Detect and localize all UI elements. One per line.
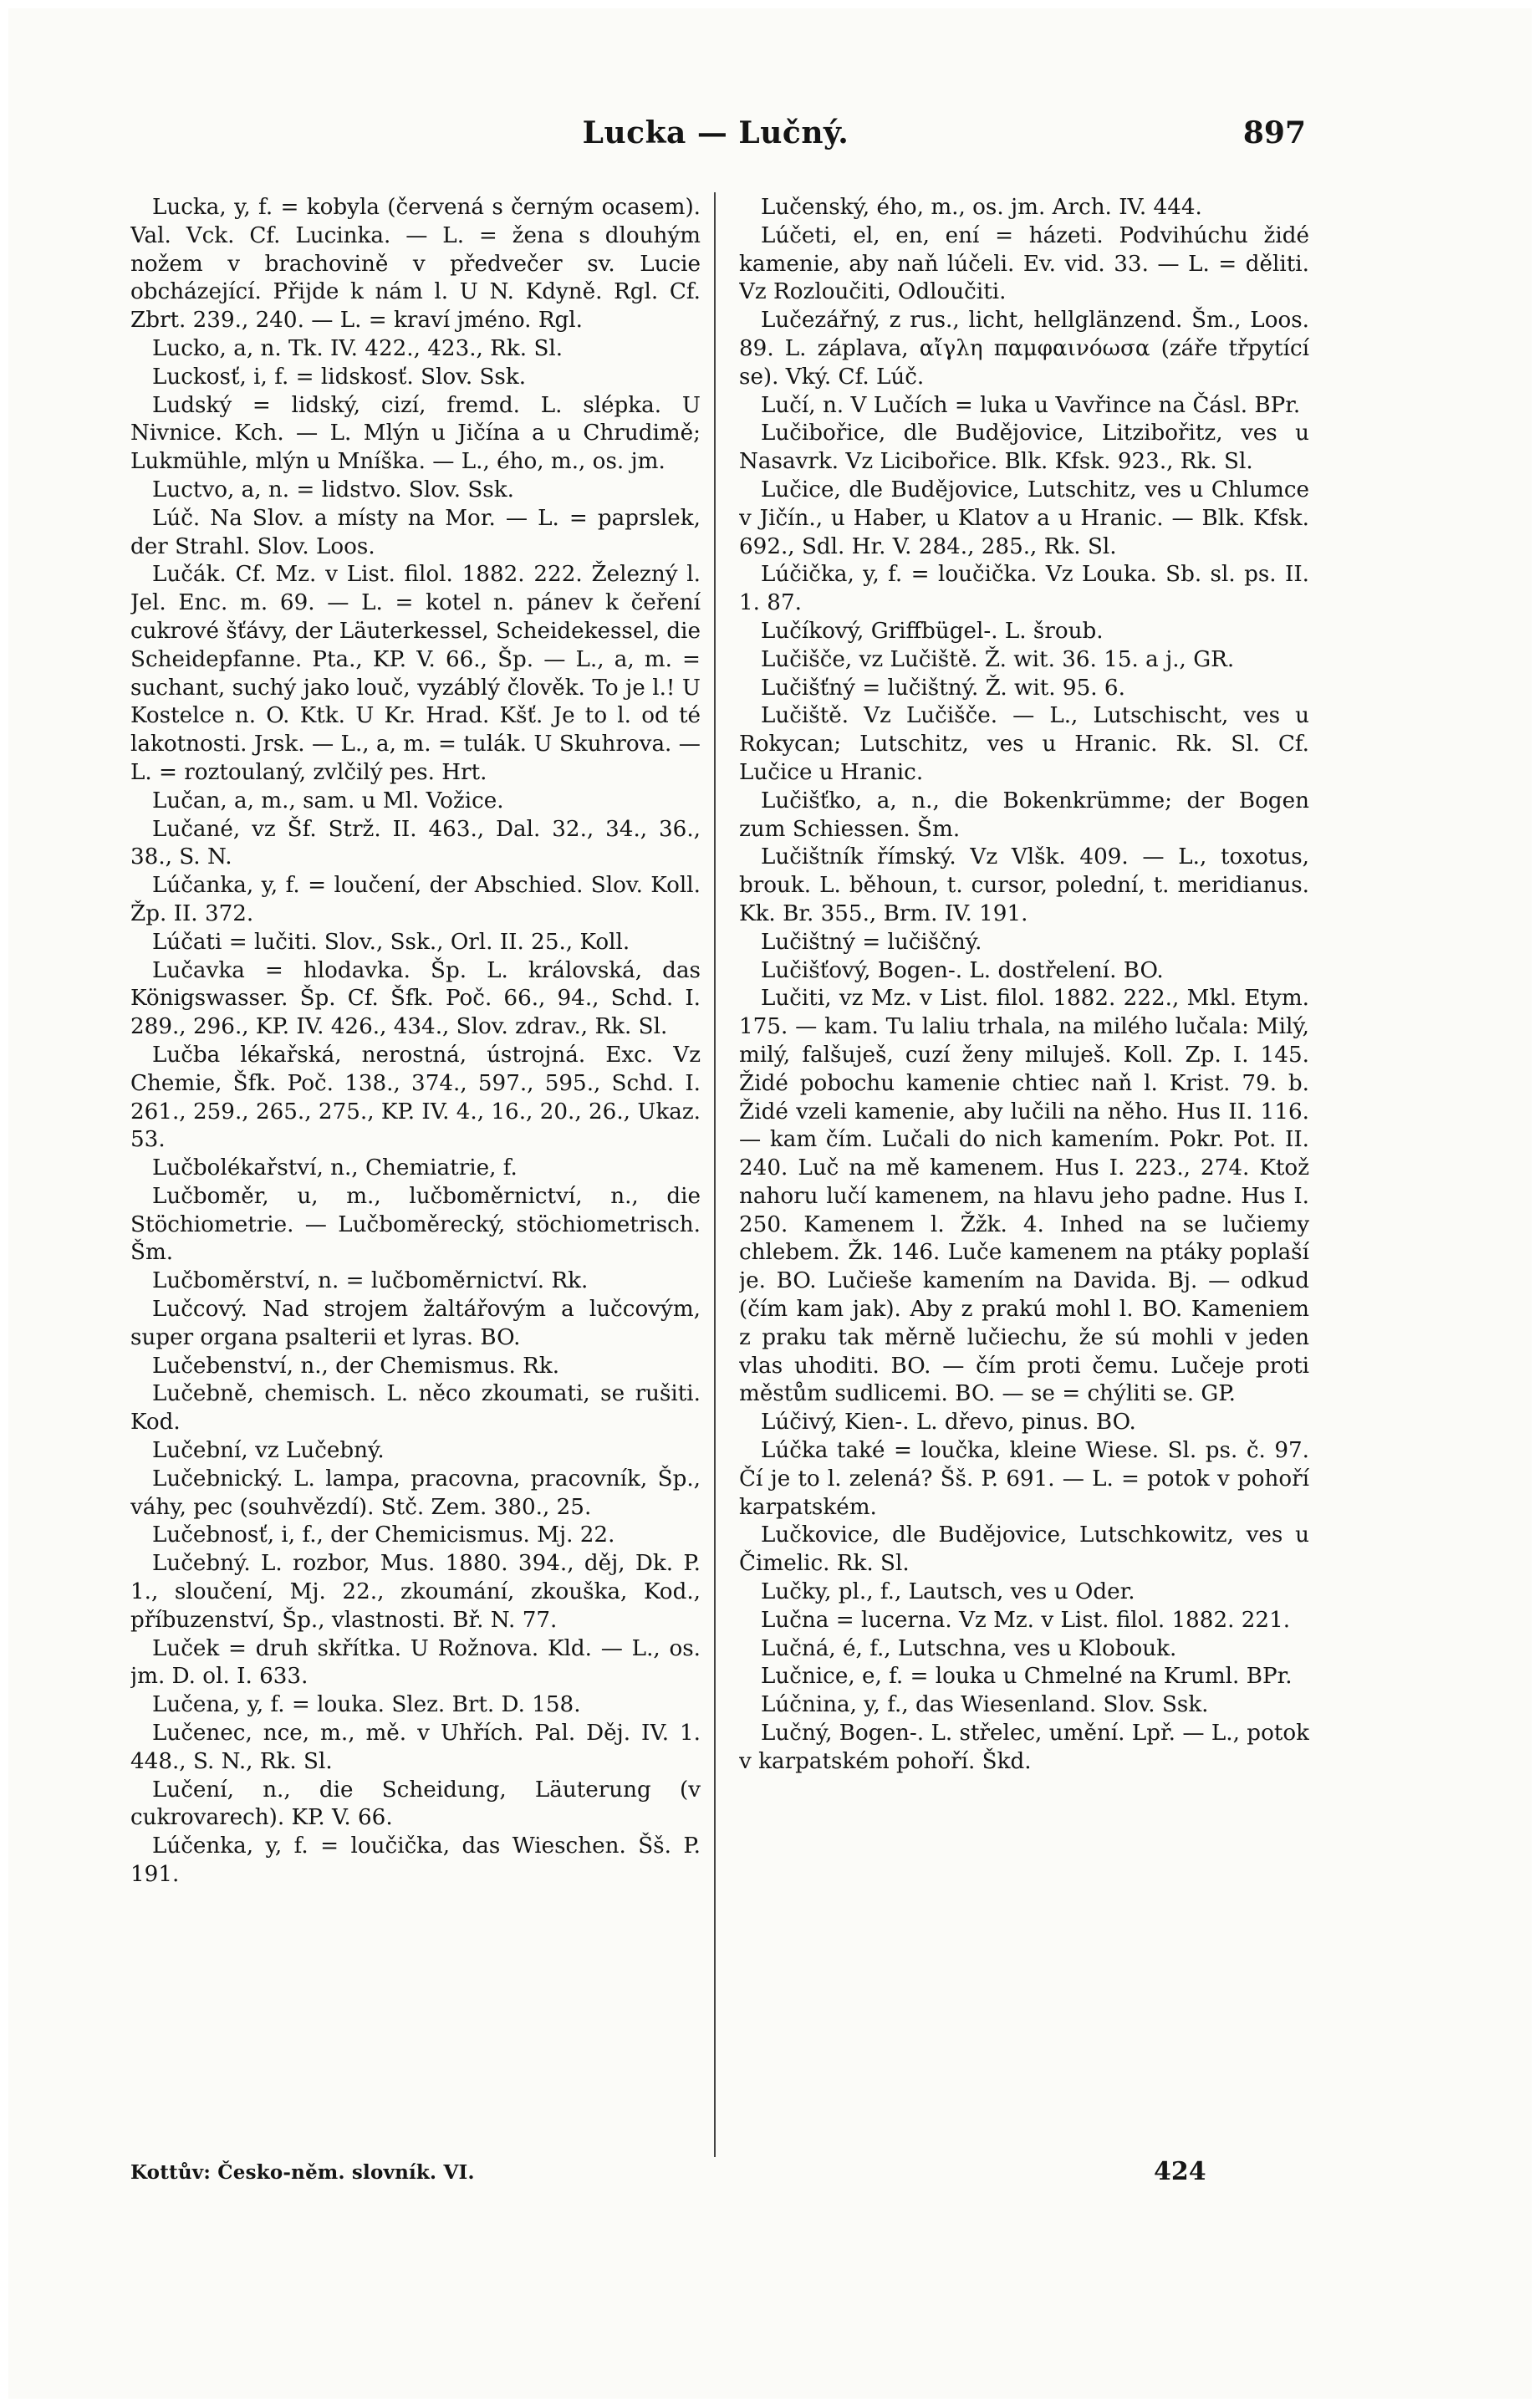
dictionary-entry: Lučboměrství, n. = lučboměrnictví. Rk.: [152, 1268, 589, 1294]
dictionary-entry: Lučení, n., die Scheidung, Läuterung (v cukrovarech). KP. V. 66.: [130, 1777, 701, 1831]
page-number: 897: [1242, 115, 1306, 150]
dictionary-entry: Lučiště. Vz Lučišče. — L., Lutschischt, ves u Rokycan; Lutschitz, ves u Hranic. Rk. Sl. Cf. Lučice u Hranic.: [739, 703, 1309, 785]
signature-mark: 424: [1154, 2157, 1206, 2186]
dictionary-entry: Lučenský, ého, m., os. jm. Arch. IV. 444.: [761, 195, 1202, 220]
dictionary-entry: Lučnice, e, f. = louka u Chmelné na Kruml. BPr.: [761, 1664, 1293, 1690]
dictionary-entry: Lučba lékařská, nerostná, ústrojná. Exc. Vz Chemie, Šfk. Poč. 138., 374., 597., 595., Schd. I. 261., 259., 265., 275., KP. IV. 4., 16., 20., 26., Ukaz. 53.: [130, 1042, 701, 1153]
dictionary-entry: Lučky, pl., f., Lautsch, ves u Oder.: [761, 1579, 1135, 1605]
dictionary-entry: Lúčička, y, f. = loučička. Vz Louka. Sb. sl. ps. II. 1. 87.: [739, 562, 1309, 616]
dictionary-entry: Luctvo, a, n. = lidstvo. Slov. Ssk.: [152, 477, 514, 502]
dictionary-entry: Lučný, Bogen-. L. střelec, umění. Lpř. — L., potok v karpatském pohoří. Škd.: [739, 1721, 1309, 1774]
dictionary-entry: Lučezářný, z rus., licht, hellglänzend. Šm., Loos. 89. L. záplava, αἴγλη παμφαινόωσα (záře třpytící se). Vký. Cf. Lúč.: [739, 308, 1309, 390]
dictionary-entry: Luček = druh skřítka. U Rožnova. Kld. — L., os. jm. D. ol. I. 633.: [130, 1635, 701, 1690]
dictionary-entry: Lučák. Cf. Mz. v List. filol. 1882. 222. Železný l. Jel. Enc. m. 69. — L. = kotel n. pánev k čeření cukrové šťávy, der Läuterkessel, Scheidekessel, die Scheidepfanne. Pta., KP. V. 66., Šp. — L., a, m. = suchant, suchý jako louč, vyzáblý člověk. To je l.! U Kostelce n. O. Ktk. U Kr. Hrad. Kšť. Je to l. od té lakotnosti. Jrsk. — L., a, m. = tulák. U Skuhrova. — L. = roztoulaný, zvlčilý pes. Hrt.: [130, 562, 701, 785]
dictionary-entry: Lučkovice, dle Budějovice, Lutschkowitz, ves u Čimelic. Rk. Sl.: [739, 1522, 1309, 1577]
dictionary-entry: Lučibořice, dle Budějovice, Litzibořitz, ves u Nasavrk. Vz Licibořice. Blk. Kfsk. 923., Rk. Sl.: [739, 421, 1309, 475]
dictionary-entry: Lučbolékařství, n., Chemiatrie, f.: [152, 1155, 518, 1181]
imprint-line: Kottův: Česko-něm. slovník. VI.: [130, 2161, 475, 2184]
dictionary-entry: Lučebně, chemisch. L. něco zkoumati, se rušiti. Kod.: [130, 1381, 701, 1436]
dictionary-entry: Lúčivý, Kien-. L. dřevo, pinus. BO.: [761, 1410, 1136, 1436]
dictionary-entry: Lúčenka, y, f. = loučička, das Wieschen. Šš. P. 191.: [130, 1833, 701, 1888]
dictionary-entry: Lučané, vz Šf. Strž. II. 463., Dal. 32., 34., 36., 38., S. N.: [130, 816, 701, 870]
dictionary-entry: Lučna = lucerna. Vz Mz. v List. filol. 1882. 221.: [761, 1607, 1291, 1633]
dictionary-entry: Lučice, dle Budějovice, Lutschitz, ves u Chlumce v Jičín., u Haber, u Klatov a u Hranic. — Blk. Kfsk. 692., Sdl. Hr. V. 284., 285., Rk. Sl.: [739, 477, 1309, 559]
dictionary-entry: Lučební, vz Lučebný.: [152, 1438, 385, 1464]
left-column: [130, 194, 701, 2150]
dictionary-entry: Lučena, y, f. = louka. Slez. Brt. D. 158.: [152, 1692, 581, 1718]
dictionary-entry: Lučí, n. V Lučích = luka u Vavřince na Čásl. BPr.: [761, 392, 1301, 418]
dictionary-entry: Lučavka = hlodavka. Šp. L. královská, das Königswasser. Šp. Cf. Šfk. Poč. 66., 94., Schd. I. 289., 296., KP. IV. 426., 434., Slov. zdrav., Rk. Sl.: [130, 957, 701, 1040]
dictionary-entry: Lučan, a, m., sam. u Ml. Vožice.: [152, 788, 504, 813]
dictionary-entry: Lúč. Na Slov. a místy na Mor. — L. = paprslek, der Strahl. Slov. Loos.: [130, 505, 701, 559]
dictionary-entry: Luckosť, i, f. = lidskosť. Slov. Ssk.: [152, 364, 527, 390]
dictionary-entry: Lučcový. Nad strojem žaltářovým a lučcovým, super organa psalterii et lyras. BO.: [130, 1297, 701, 1350]
dictionary-entry: Lučíkový, Griffbügel-. L. šroub.: [761, 618, 1104, 644]
dictionary-entry: Lučenec, nce, m., mě. v Uhřích. Pal. Děj. IV. 1. 448., S. N., Rk. Sl.: [130, 1721, 701, 1774]
dictionary-entry: Lučebnosť, i, f., der Chemicismus. Mj. 22.: [152, 1522, 615, 1548]
dictionary-entry: Lúčanka, y, f. = loučení, der Abschied. Slov. Koll. Žp. II. 372.: [130, 873, 701, 926]
dictionary-entry: Lučišťný = lučištný. Ž. wit. 95. 6.: [761, 675, 1125, 701]
dictionary-entry: Lučebnický. L. lampa, pracovna, pracovník, Šp., váhy, pec (souhvězdí). Stč. Zem. 380., 25.: [130, 1466, 701, 1520]
dictionary-entry: Lučišťko, a, n., die Bokenkrümme; der Bogen zum Schiessen. Šm.: [739, 788, 1309, 842]
dictionary-entry: Lučná, é, f., Lutschna, ves u Klobouk.: [761, 1635, 1177, 1661]
dictionary-entry: Lučiti, vz Mz. v List. filol. 1882. 222., Mkl. Etym. 175. — kam. Tu laliu trhala, na milého lučala: Milý, milý, falšuješ, cuzí ženy miluješ. Koll. Zp. I. 145. Židé pobochu kamenie chtiec naň l. Krist. 79. b. Židé vzeli kamenie, aby lučili na něho. Hus II. 116. — kam čím. Lučali do nich kamením. Pokr. Pot. II. 240. Luč na mě kamenem. Hus I. 223., 274. Ktož nahoru lučí kamenem, na hlavu jeho padne. Hus I. 250. Kamenem l. Žžk. 4. Inhed na se lučiemy chlebem. Žk. 146. Luče kamenem na ptáky poplaší je. BO. Lučieše kamením na Davida. Bj. — odkud (čím kam jak). Aby z prakú mohl l. BO. Kameniem z praku tak měrně lučiechu, že sú mohli v jeden vlas uhoditi. BO. — čím proti čemu. Lučeje proti městům sudlicemi. BO. — se = chýliti se. GP.: [739, 986, 1309, 1407]
dictionary-entry: Ludský = lidský, cizí, fremd. L. slépka. U Nivnice. Kch. — L. Mlýn u Jičína a u Chrudimě; Lukmühle, mlýn u Mníška. — L., ého, m., os. jm.: [130, 392, 701, 475]
column-divider: [714, 192, 716, 2157]
dictionary-entry: Lučišče, vz Lučiště. Ž. wit. 36. 15. a j., GR.: [761, 646, 1235, 672]
dictionary-entry: Lučboměr, u, m., lučboměrnictví, n., die Stöchiometrie. — Lučboměrecký, stöchiometrisch. Šm.: [130, 1183, 701, 1266]
running-title: Lucka — Lučný.: [582, 115, 849, 150]
dictionary-entry: Lučišťový, Bogen-. L. dostřelení. BO.: [761, 957, 1164, 983]
dictionary-entry: Lúčka také = loučka, kleine Wiese. Sl. ps. č. 97. Čí je to l. zelená? Šš. P. 691. — L. = potok v pohoří karpatském.: [739, 1438, 1309, 1520]
running-header: [125, 115, 1306, 157]
dictionary-entry: Lučebný. L. rozbor, Mus. 1880. 394., děj, Dk. P. 1., sloučení, Mj. 22., zkoumání, zkouška, Kod., příbuzenství, Šp., vlastnosti. Bř. N. 77.: [130, 1551, 701, 1633]
dictionary-entry: Lučebenství, n., der Chemismus. Rk.: [152, 1353, 560, 1379]
dictionary-entry: Lúčeti, el, en, ení = házeti. Podvihúchu židé kamenie, aby naň lúčeli. Ev. vid. 33. — L. = děliti. Vz Rozloučiti, Odloučiti.: [739, 222, 1309, 305]
dictionary-entry: Lučištný = lučiščný.: [761, 929, 982, 955]
dictionary-entry: Lucko, a, n. Tk. IV. 422., 423., Rk. Sl.: [152, 335, 563, 361]
right-column: [739, 194, 1309, 2150]
dictionary-entry: Lučištník římský. Vz Vlšk. 409. — L., toxotus, brouk. L. běhoun, t. cursor, polední, t. meridianus. Kk. Br. 355., Brm. IV. 191.: [739, 844, 1309, 926]
dictionary-entry: Lúčnina, y, f., das Wiesenland. Slov. Ssk.: [761, 1692, 1209, 1718]
dictionary-entry: Lucka, y, f. = kobyla (červená s černým ocasem). Val. Vck. Cf. Lucinka. — L. = žena s dlouhým nožem v brachovině v předvečer sv. Lucie obcházející. Přijde k nám l. U N. Kdyně. Rgl. Cf. Zbrt. 239., 240. — L. = kraví jméno. Rgl.: [130, 195, 701, 334]
dictionary-entry: Lúčati = lučiti. Slov., Ssk., Orl. II. 25., Koll.: [152, 929, 630, 955]
